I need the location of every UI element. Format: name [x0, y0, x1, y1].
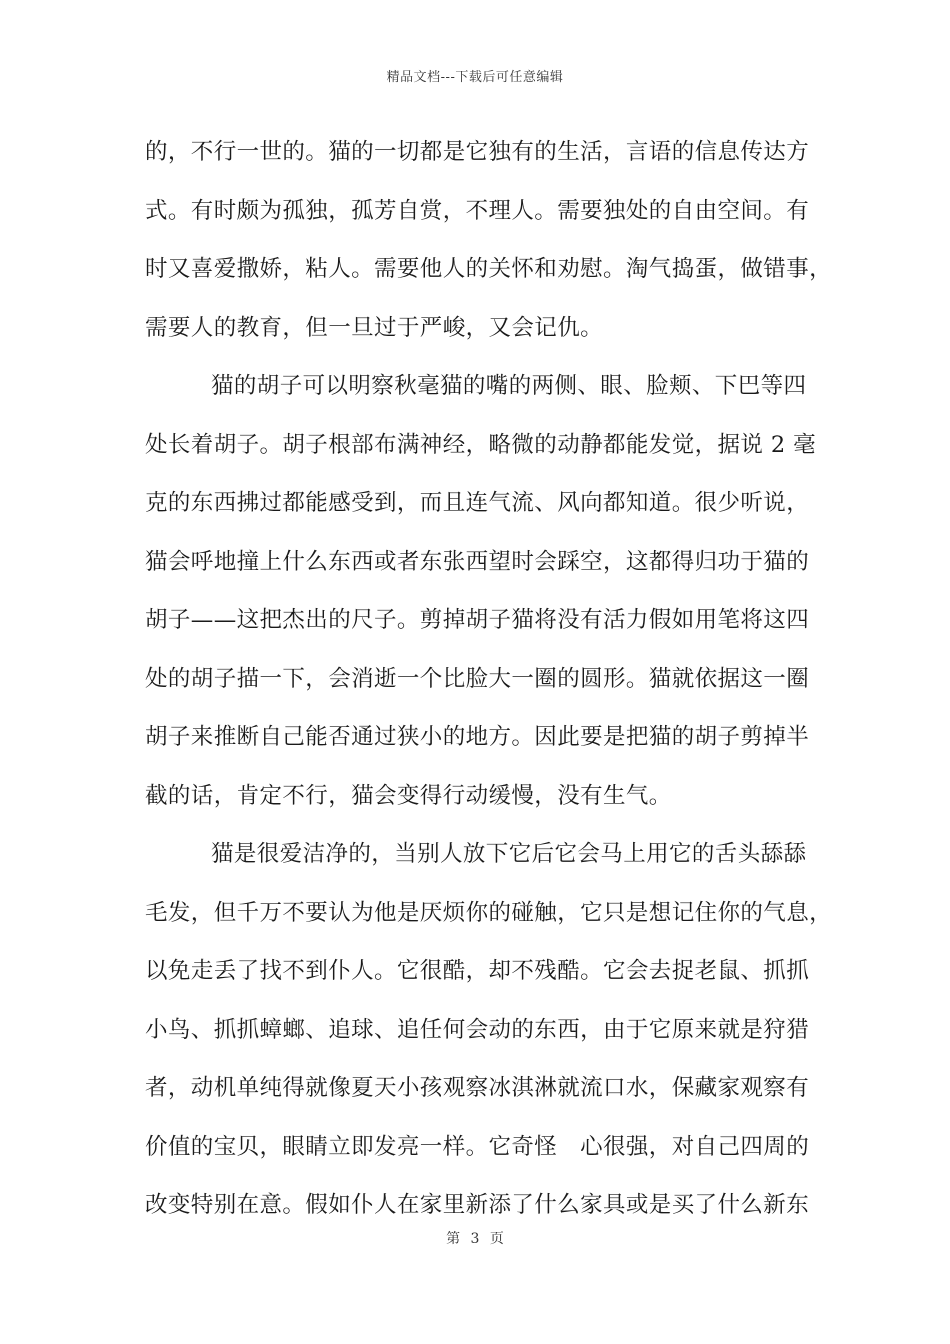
text-line: 需要人的教育，但一旦过于严峻，又会记仇。 [145, 314, 604, 341]
text-line: 价值的宝贝，眼睛立即发亮一样。它奇怪 心很强，对自己四周的 [145, 1133, 810, 1160]
page-header: 精品文档---下载后可任意编辑 [386, 70, 564, 85]
text-line: 改变特别在意。假如仆人在家里新添了什么家具或是买了什么新东 [145, 1192, 810, 1218]
text-line: 处的胡子描一下，会消逝一个比脸大一圈的圆形。猫就依据这一圈 [145, 665, 810, 692]
text-line: 胡子来推断自己能否通过狭小的地方。因此要是把猫的胡子剪掉半 [145, 724, 810, 750]
document-body [145, 130, 833, 1242]
text-line: 时又喜爱撒娇，粘人。需要他人的关怀和劝慰。淘气捣蛋，做错事， [145, 256, 833, 282]
text-line: 式。有时颇为孤独，孤芳自赏，不理人。需要独处的自由空间。有 [145, 197, 810, 224]
page-number-suffix: 页 [489, 1231, 504, 1247]
page-number-prefix: 第 [446, 1231, 461, 1247]
text-line: 者，动机单纯得就像夏天小孩观察冰淇淋就流口水，保藏家观察有 [145, 1075, 810, 1101]
page-number: 3 [470, 1231, 480, 1247]
text-line: 猫会呼地撞上什么东西或者东张西望时会踩空，这都得归功于猫的 [145, 548, 810, 575]
text-line: 的，不行一世的。猫的一切都是它独有的生活，言语的信息传达方 [145, 139, 810, 165]
text-line: 处长着胡子。胡子根部布满神经，略微的动静都能发觉，据说 2 毫 [145, 431, 817, 458]
text-line: 毛发，但千万不要认为他是厌烦你的碰触，它只是想记住你的气息， [145, 899, 833, 926]
paragraph-start-line: 猫的胡子可以明察秋毫猫的嘴的两侧、眼、脸颊、下巴等四 [211, 373, 807, 399]
text-line: 小鸟、抓抓蟑螂、追球、追任何会动的东西，由于它原来就是狩猎 [145, 1016, 810, 1043]
text-line: 胡子——这把杰出的尺子。剪掉胡子猫将没有活力假如用笔将这四 [145, 607, 810, 633]
text-line: 克的东西拂过都能感受到，而且连气流、风向都知道。很少听说， [145, 490, 810, 516]
paragraph-start-line: 猫是很爱洁净的，当别人放下它后它会马上用它的舌头舔舔 [211, 841, 807, 867]
text-line: 截的话，肯定不行，猫会变得行动缓慢，没有生气。 [145, 782, 672, 809]
page-footer [0, 1228, 950, 1248]
text-line: 以免走丢了找不到仆人。它很酷，却不残酷。它会去捉老鼠、抓抓 [145, 958, 810, 984]
